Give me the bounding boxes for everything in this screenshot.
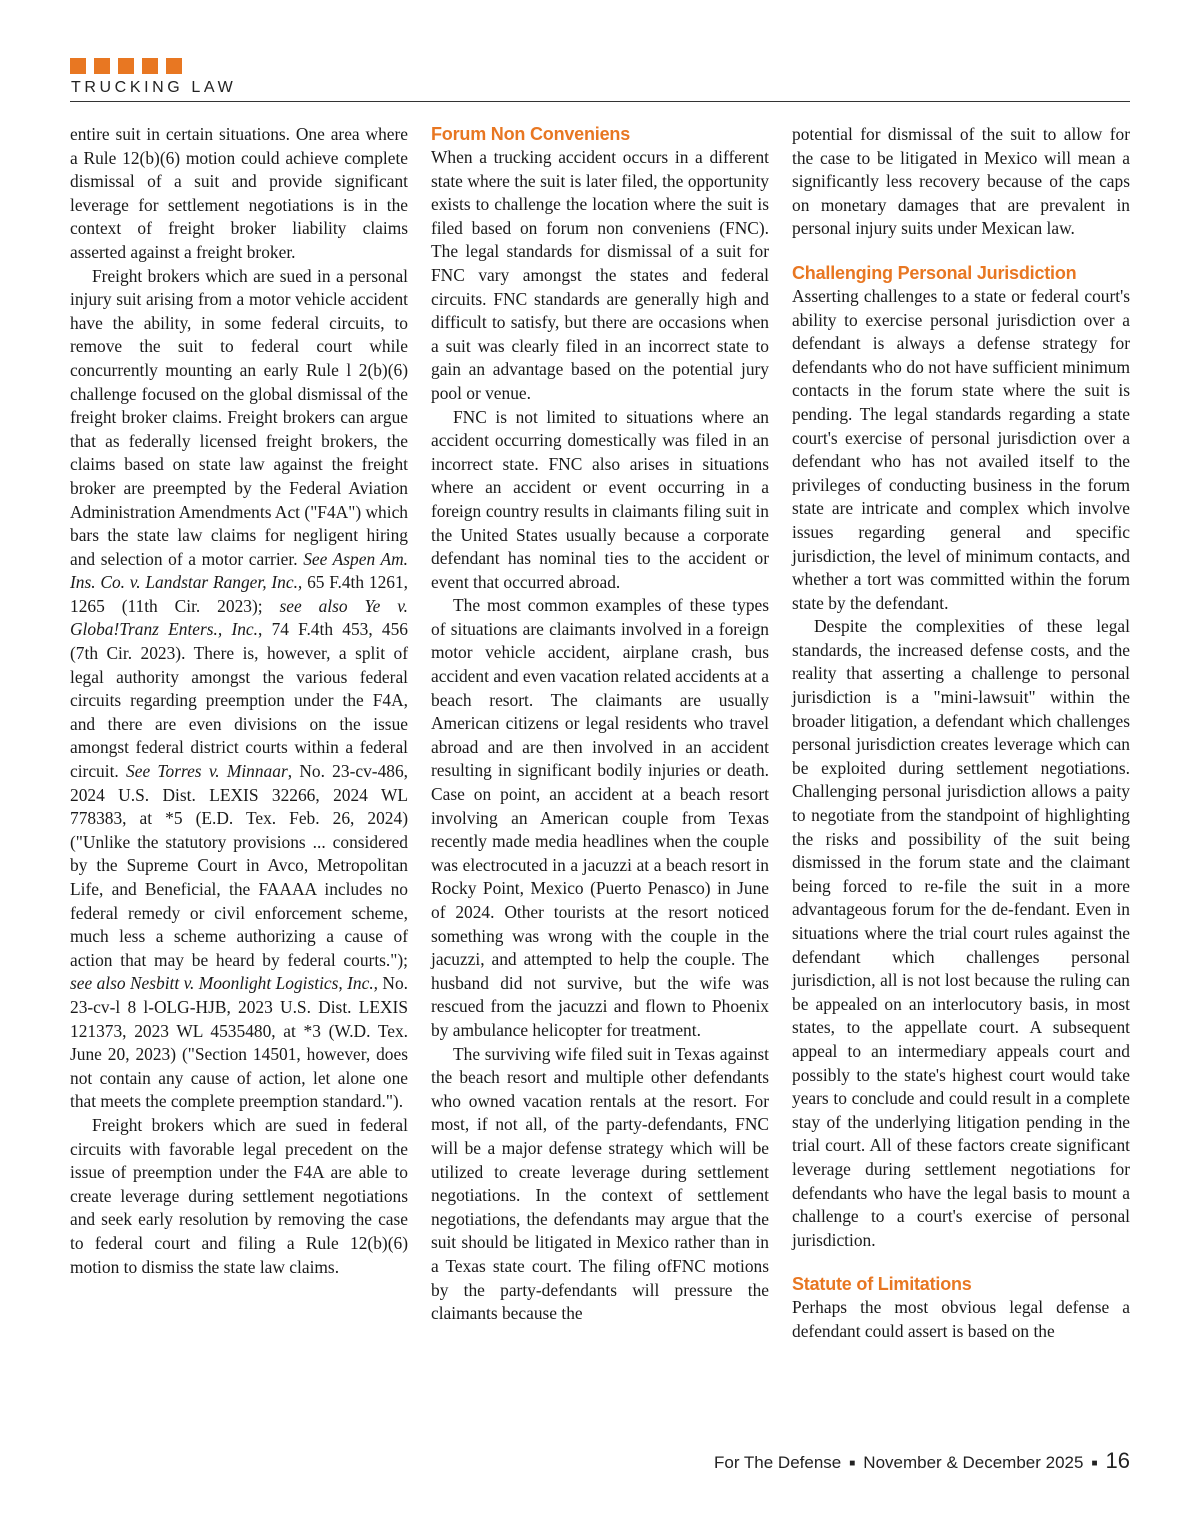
paragraph: When a trucking accident occurs in a different state where the suit is later filed, the opportunity exists to challenge the location where the suit is filed based on forum non conveniens (FNC). The legal standards for dismissal of a suit for FNC vary amongst the states and federal circuits. FNC standards are generally high and difficult to satisfy, but there are occasions when a suit was clearly filed in an incorrect state to gain an advantage based on the potential jury pool or venue. <box>431 147 769 403</box>
text-run: Freight brokers which are sued in a personal injury suit arising from a motor vehicle accident have the ability, in some federal circuits, to remove the suit to federal court while concurrently mounting an early Rule l 2(b)(6) challenge focused on the global dismissal of the freight broker claims. Freight brokers can argue that as federally licensed freight brokers, the claims based on state law against the freight broker are preempted by the Federal Aviation Administration Amendments Act ("F4A") which bars the state law claims for negligent hiring and selection of a motor carrier. <box>70 265 408 569</box>
text-run: , 74 F.4th 453, 456 (7th Cir. 2023). There is, however, a split of legal authority amongst the various federal circuits regarding preemption under the F4A, and there are even divisions on the issue amongst federal district courts within a federal circuit. <box>70 619 408 782</box>
section-label: TRUCKING LAW <box>71 79 237 96</box>
paragraph: Freight brokers which are sued in federal circuits with favorable legal precedent on the issue of preemption under the F4A are able to create leverage during settlement negotiations and seek early resolution by removing the case to federal court and filing a Rule 12(b)(6) motion to dismiss the state law claims. <box>70 1114 408 1277</box>
publication-name: For The Defense <box>713 1453 842 1472</box>
case-citation: See Torres v. Minnaar <box>126 761 288 782</box>
marker-square <box>70 58 86 74</box>
paragraph: Asserting challenges to a state or federal court's ability to exercise personal jurisdiction over a defendant is always a defense strategy for defendants who do not have sufficient minimum contacts in the forum state where the suit is pending. The legal standards regarding a state court's exercise of personal jurisdiction over a defendant who has not availed itself to the privileges of conducting business in the forum state are intricate and complex which involve issues regarding general and specific jurisdiction, the level of minimum contacts, and whether a tort was committed within the forum state by the defendant. <box>792 285 1130 613</box>
paragraph-with-citations <box>70 265 408 1114</box>
paragraph: entire suit in certain situations. One area where a Rule 12(b)(6) motion could achieve complete dismissal of a suit and provide significant leverage for settlement negotiations is in the context of freight broker liability claims asserted against a freight broker. <box>70 124 408 262</box>
case-citation: See Aspen Am. Ins. Co. v. Landstar Ranger, Inc., <box>70 548 408 593</box>
issue-date: November & December 2025 <box>863 1453 1084 1472</box>
column-1 <box>70 123 408 1279</box>
paragraph: Perhaps the most obvious legal defense a defendant could assert is based on the <box>792 1297 1130 1341</box>
paragraph: Despite the complexities of these legal standards, the increased defense costs, and the reality that asserting a challenge to personal jurisdiction is a "mini-lawsuit" within the broader litigation, a defendant which challenges personal jurisdiction creates leverage which can be exploited during settlement negotiations. Challenging personal jurisdiction allows a paity to negotiate from the standpoint of highlighting the risks and possibility of the suit being dismissed in the forum state and the claimant being forced to re-file the suit in a more advantageous forum for the de-fendant. Even in situations where the trial court rules against the defendant which challenges personal jurisdiction, all is not lost because the ruling can be appealed on an interlocutory basis, in most states, to the appellate court. A subsequent appeal to an intermediary appeals court and possibly to the state's highest court would take years to conclude and could result in a complete stay of the underlying litigation pending in the trial court. All of these factors create significant leverage during settlement negotiations for defendants who have the legal basis to mount a challenge to a court's exercise of personal jurisdiction. <box>792 616 1130 1250</box>
bullet-separator: ■ <box>849 1458 856 1469</box>
text-run: 65 F.4th 1261, 1265 (11th Cir. 2023); <box>70 572 408 616</box>
case-citation: see also Ye v. Globa!Tranz Enters., Inc. <box>70 595 408 640</box>
marker-square <box>94 58 110 74</box>
marker-square <box>166 58 182 74</box>
page-footer <box>714 1448 1130 1474</box>
marker-square <box>118 58 134 74</box>
column-3 <box>792 123 1130 1344</box>
paragraph: The surviving wife filed suit in Texas against the beach resort and multiple other defendants who owned vacation rentals at the resort. For most, if not all, of the party-defendants, FNC will be a major defense strategy which will be utilized to create leverage during settlement negotiations. In the context of settlement negotiations, the defendants may argue that the suit should be litigated in Mexico rather than in a Texas state court. The filing ofFNC motions by the party-defendants will pressure the claimants because the <box>431 1043 769 1324</box>
section-heading: Statute of Limitations <box>792 1274 972 1295</box>
marker-square <box>142 58 158 74</box>
bullet-separator: ■ <box>1091 1458 1098 1469</box>
text-run: No. 23-cv-l 8 l-OLG-HJB, 2023 U.S. Dist. LEXIS 121373, 2023 WL 4535480, at *3 (W.D. Tex. June 20, 2023) ("Section 14501, however, does not contain any cause of action, let alone one that meets the complete preemption standard."). <box>70 973 408 1112</box>
page-number: 16 <box>1105 1448 1130 1473</box>
text-run: , No. 23-cv-486, 2024 U.S. Dist. LEXIS 32266, 2024 WL 778383, at *5 (E.D. Tex. Feb. 26, 2024) ("Unlike the statutory provisions ... considered by the Supreme Court in Avco, Metropolitan Life, and Beneficial, the FAAAA includes no federal remedy or civil enforcement scheme, much less a scheme authorizing a cause of action that may be heard by federal courts."); <box>70 761 408 970</box>
column-2 <box>431 123 769 1326</box>
paragraph: The most common examples of these types of situations are claimants involved in a foreign motor vehicle accident, airplane crash, bus accident and even vacation related accidents at a beach resort. The claimants are usually American citizens or legal residents who travel abroad and are then involved in an accident resulting in significant bodily injuries or death. Case on point, an accident at a beach resort involving an American couple from Texas recently made media headlines when the couple was electrocuted in a jacuzzi at a beach resort in Rocky Point, Mexico (Puerto Penasco) in June of 2024. Other tourists at the resort noticed something was wrong with the couple in the jacuzzi, and attempted to help the couple. The husband did not survive, but the wife was rescued from the jacuzzi and flown to Phoenix by ambulance helicopter for treatment. <box>431 595 769 1040</box>
case-citation: see also Nesbitt v. Moonlight Logistics, Inc., <box>70 973 379 994</box>
section-heading: Challenging Personal Jurisdiction <box>792 262 1077 283</box>
section-heading: Forum Non Conveniens <box>431 124 631 144</box>
paragraph: potential for dismissal of the suit to allow for the case to be litigated in Mexico will mean a significantly less recovery because of the caps on monetary damages that are prevalent in personal injury suits under Mexican law. <box>792 124 1130 239</box>
header-rule <box>70 101 1130 102</box>
section-marker-squares <box>70 58 182 74</box>
paragraph: FNC is not limited to situations where an accident occurring domestically was filed in an incorrect state. FNC also arises in situations where an accident or event occurring in a foreign country results in claimants filing suit in the United States usually because a corporate defendant has nominal ties to the accident or event that occurred abroad. <box>431 406 769 592</box>
